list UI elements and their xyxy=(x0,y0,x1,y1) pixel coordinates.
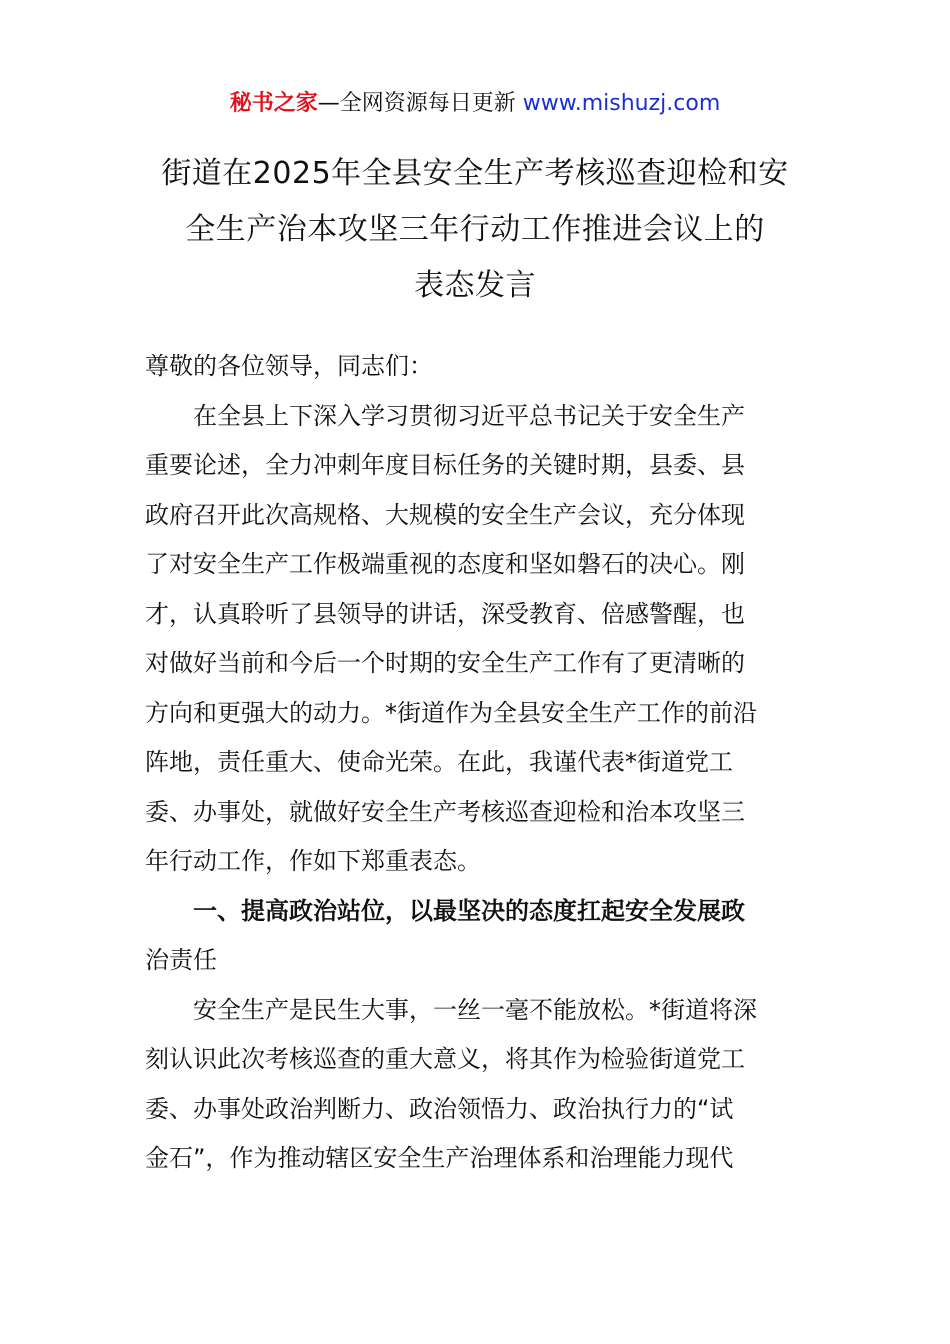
site-header xyxy=(0,88,950,120)
paragraph-line: 金石”，作为推动辖区安全生产治理体系和治理能力现代 xyxy=(145,1144,734,1172)
paragraph-line: 了对安全生产工作极端重视的态度和坚如磐石的决心。刚 xyxy=(145,550,745,578)
document-title xyxy=(120,146,830,314)
document-body xyxy=(145,342,810,1184)
paragraph-line: 在全县上下深入学习贯彻习近平总书记关于安全生产 xyxy=(193,401,745,430)
paragraph-line: 对做好当前和今后一个时期的安全生产工作有了更清晰的 xyxy=(145,649,745,677)
paragraph-line: 刻认识此次考核巡查的重大意义，将其作为检验街道党工 xyxy=(145,1045,745,1073)
brand-name: 秘书之家 xyxy=(229,91,318,116)
header-tagline: —全网资源每日更新 xyxy=(317,91,523,116)
paragraph-line: 安全生产是民生大事，一丝一毫不能放松。*街道将深 xyxy=(193,995,757,1024)
paragraph-line: 委、办事处政治判断力、政治领悟力、政治执行力的“试 xyxy=(145,1094,734,1123)
title-line: 表态发言 xyxy=(414,268,536,303)
paragraph-line: 年行动工作，作如下郑重表态。 xyxy=(145,847,481,875)
paragraph-line: 政府召开此次高规格、大规模的安全生产会议，充分体现 xyxy=(145,500,745,529)
site-url-link[interactable]: www.mishuzj.com xyxy=(522,91,721,116)
section-heading: 一、提高政治站位，以最坚决的态度扛起安全发展政 xyxy=(193,896,745,925)
paragraph-line: 阵地，责任重大、使命光荣。在此，我谨代表*街道党工 xyxy=(145,748,733,776)
paragraph-line: 委、办事处，就做好安全生产考核巡查迎检和治本攻坚三 xyxy=(145,797,745,826)
section-heading: 治责任 xyxy=(145,946,217,974)
paragraph-line: 才，认真聆听了县领导的讲话，深受教育、倍感警醒，也 xyxy=(145,599,745,628)
salutation: 尊敬的各位领导，同志们： xyxy=(145,352,433,380)
title-line: 街道在2025年全县安全生产考核巡查迎检和安 xyxy=(161,156,789,191)
paragraph-line: 重要论述，全力冲刺年度目标任务的关键时期，县委、县 xyxy=(145,451,745,479)
paragraph-line: 方向和更强大的动力。*街道作为全县安全生产工作的前沿 xyxy=(145,698,757,727)
title-line: 全生产治本攻坚三年行动工作推进会议上的 xyxy=(185,212,765,247)
